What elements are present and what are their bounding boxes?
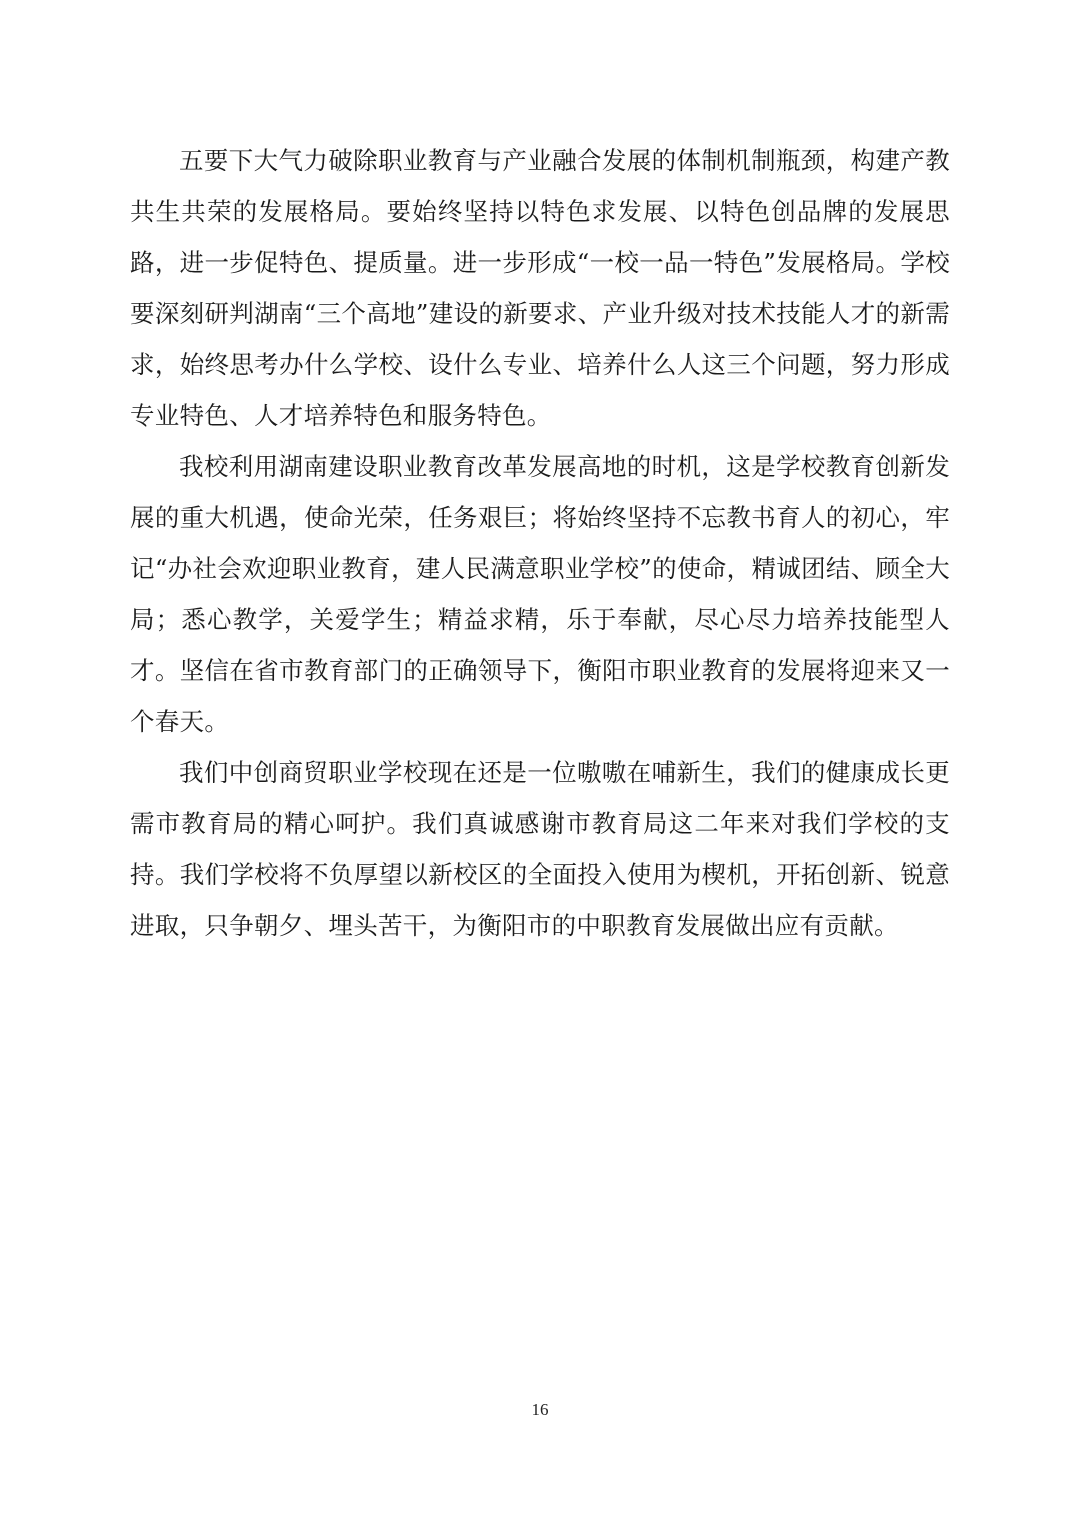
- body-text: [130, 135, 950, 951]
- paragraph-3: 我们中创商贸职业学校现在还是一位嗷嗷在哺新生，我们的健康成长更需市教育局的精心呵护。我们真诚感谢市教育局这二年来对我们学校的支持。我们学校将不负厚望以新校区的全面投入使用为楔机，开拓创新、锐意进取，只争朝夕、埋头苦干，为衡阳市的中职教育发展做出应有贡献。: [130, 758, 950, 940]
- paragraph-2: 我校利用湖南建设职业教育改革发展高地的时机，这是学校教育创新发展的重大机遇，使命光荣，任务艰巨；将始终坚持不忘教书育人的初心，牢记“办社会欢迎职业教育，建人民满意职业学校”的使命，精诚团结、顾全大局；悉心教学，关爱学生；精益求精，乐于奉献，尽心尽力培养技能型人才。坚信在省市教育部门的正确领导下，衡阳市职业教育的发展将迎来又一个春天。: [130, 452, 950, 736]
- page-number: 16: [531, 1400, 549, 1419]
- paragraph-1: 五要下大气力破除职业教育与产业融合发展的体制机制瓶颈，构建产教共生共荣的发展格局。要始终坚持以特色求发展、以特色创品牌的发展思路，进一步促特色、提质量。进一步形成“一校一品一特色”发展格局。学校要深刻研判湖南“三个高地”建设的新要求、产业升级对技术技能人才的新需求，始终思考办什么学校、设什么专业、培养什么人这三个问题，努力形成专业特色、人才培养特色和服务特色。: [130, 146, 950, 430]
